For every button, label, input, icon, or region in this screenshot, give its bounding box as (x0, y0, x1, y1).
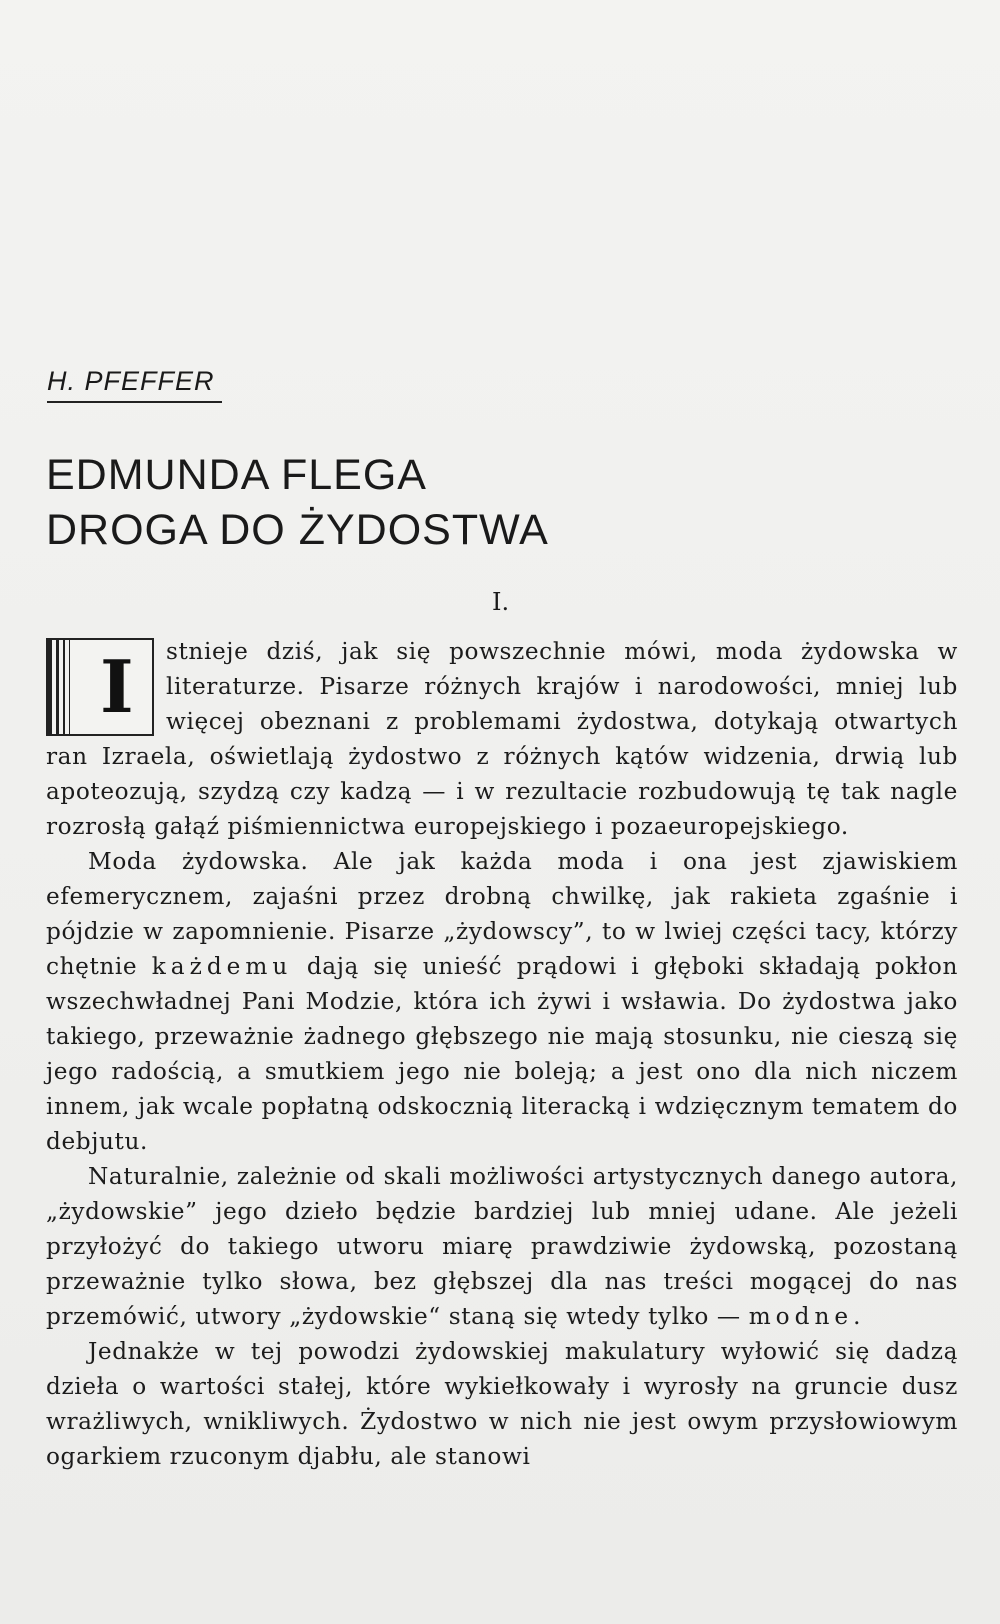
article-title (46, 448, 549, 558)
paragraph-2-emphasis: każdemu (151, 953, 293, 980)
paragraph-3 (46, 1159, 958, 1334)
paragraph-3-text-a: Naturalnie, zależnie od skali możliwości artystycznych danego autora, „żydowskie” jego dzieło będzie bardziej lub mniej udane. Ale jeżeli przyłożyć do takiego utworu miarę prawdziwie żydowską, pozostaną przeważnie tylko słowa, bez głębszej dla nas treści mogącej do nas przemówić, utwory „żydowskie“ staną się wtedy tylko — (46, 1163, 958, 1330)
paragraph-4-text: Jednakże w tej powodzi żydowskiej makulatury wyłowić się dadzą dzieła o wartości stałej, które wykiełkowały i wyrosły na gruncie dusz wrażliwych, wnikliwych. Żydostwo w nich nie jest owym przysłowiowym ogarkiem rzuconym djabłu, ale stanowi (46, 1338, 958, 1470)
section-number: I. (492, 588, 510, 616)
title-line-1: EDMUNDA FLEGA (46, 451, 427, 499)
author-name: H. PFEFFER (47, 366, 222, 403)
article-body (46, 634, 958, 1474)
paragraph-1 (46, 634, 958, 844)
paragraph-2 (46, 844, 958, 1159)
title-line-2: DROGA DO ŻYDOSTWA (46, 506, 549, 554)
paragraph-3-emphasis: modne. (748, 1303, 866, 1330)
paragraph-2-text-a: Moda żydowska. Ale jak każda moda i ona jest zjawiskiem efemerycznem, zajaśni przez drobną chwilkę, jak rakieta zgaśnie i pójdzie w zapomnienie. Pisarze „żydowscy”, to w lwiej części tacy, którzy chętnie (46, 848, 958, 980)
drop-cap-letter: I (100, 644, 135, 729)
paragraph-4 (46, 1334, 958, 1474)
paragraph-2-text-b: dają się unieść prądowi i głęboki składają pokłon wszechwładnej Pani Modzie, która ich żywi i wsławia. Do żydostwa jako takiego, przeważnie żadnego głębszego nie mają stosunku, nie cieszą się jego radością, a smutkiem jego nie boleją; a jest ono dla nich niczem innem, jak wcale popłatną odskocznią literacką i wdzięcznym tematem do debjutu. (46, 953, 958, 1155)
drop-cap-ornament (46, 638, 154, 736)
paragraph-1-text: stnieje dziś, jak się powszechnie mówi, moda żydowska w literaturze. Pisarze różnych krajów i narodowości, mniej lub więcej obeznani z problemami żydostwa, dotykają otwartych ran Izraela, oświetlają żydostwo z różnych kątów widzenia, drwią lub apoteozują, szydzą czy kadzą — i w rezultacie rozbudowują tę tak nagle rozrosłą gałąź piśmiennictwa europejskiego i pozaeuropejskiego. (46, 638, 958, 840)
